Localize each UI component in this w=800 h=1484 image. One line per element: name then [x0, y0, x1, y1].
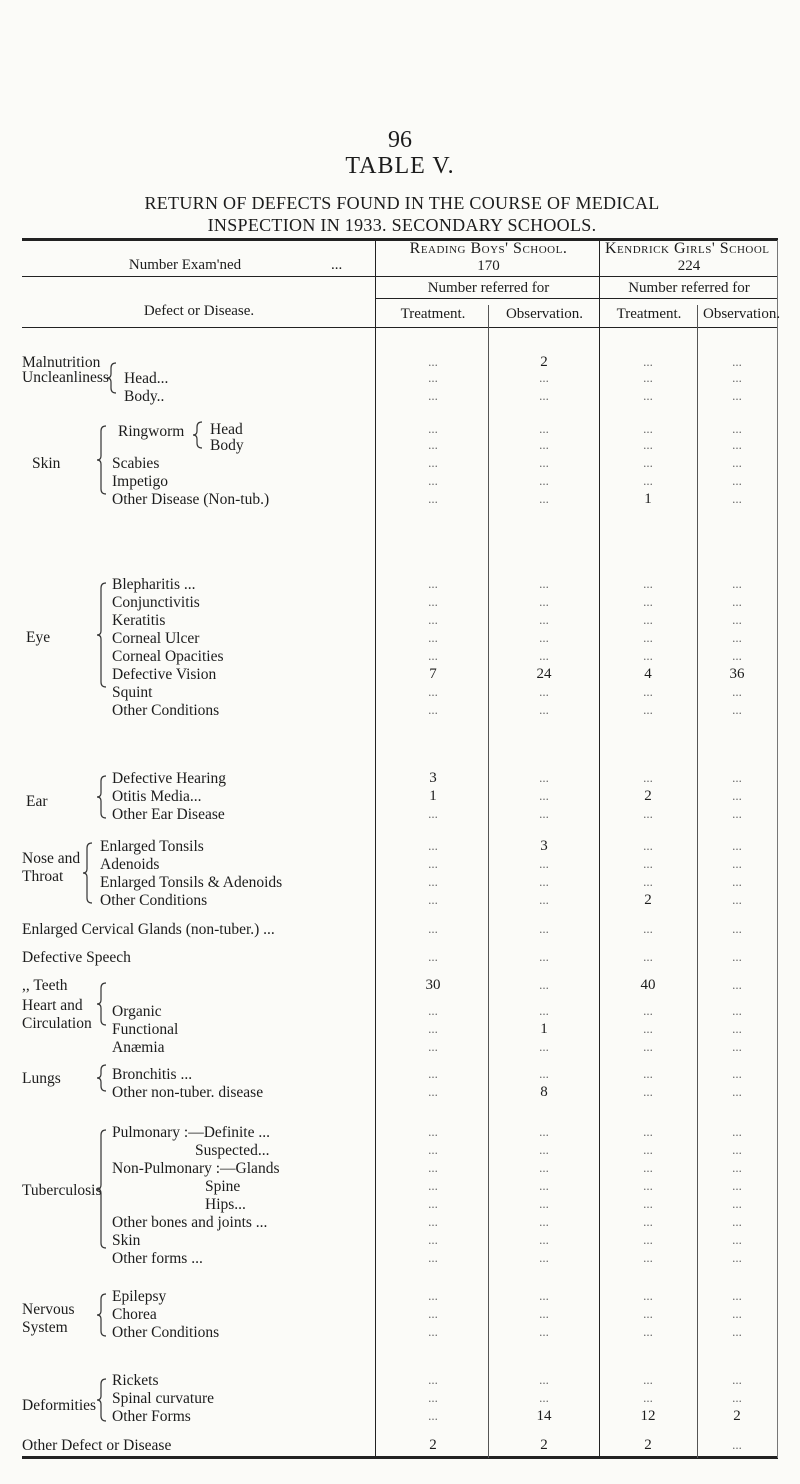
cell-rb-t: ... [428, 856, 438, 871]
group-nervous-1: Nervous [22, 1301, 75, 1318]
row-label: Keratitis [112, 612, 166, 629]
group-lungs: Lungs [22, 1070, 61, 1087]
cell-rb-o: ... [539, 1124, 549, 1139]
school-1-name: Reading Boys' School. [409, 240, 568, 257]
cell-rb-t: ... [428, 1003, 438, 1018]
cell-kg-o: ... [732, 437, 742, 452]
cell-rb-o: ... [539, 370, 549, 385]
cell-kg-t: 12 [640, 1408, 656, 1424]
cell-kg-o: ... [732, 1232, 742, 1247]
row-label: Conjunctivitis [112, 594, 200, 611]
cell-kg-o: ... [732, 856, 742, 871]
row-label: Other bones and joints ... [112, 1214, 268, 1231]
cell-rb-o: ... [539, 1390, 549, 1405]
cell-rb-o: ... [539, 806, 549, 821]
brace-nervous [97, 1294, 106, 1336]
cell-rb-o: ... [539, 1160, 549, 1175]
cell-rb-t: ... [428, 1124, 438, 1139]
cell-kg-o: ... [732, 1084, 742, 1099]
cell-kg-t: 40 [640, 977, 656, 993]
row-label: Spinal curvature [112, 1390, 215, 1407]
cell-kg-o: ... [732, 921, 742, 936]
row-label: Impetigo [112, 473, 168, 490]
cell-kg-t: ... [643, 702, 653, 717]
cell-kg-t: ... [643, 1039, 653, 1054]
brace-heart [97, 983, 106, 1025]
cell-rb-t: 30 [425, 977, 441, 993]
school-1-examined: 170 [477, 258, 500, 274]
school-2-examined: 224 [677, 258, 701, 274]
cell-kg-o: ... [732, 977, 742, 992]
cell-kg-t: ... [643, 1250, 653, 1265]
row-label: Other Conditions [112, 1324, 220, 1341]
row-label: Enlarged Tonsils [100, 838, 204, 855]
cell-kg-t: ... [643, 576, 653, 591]
cell-rb-t: ... [428, 1066, 438, 1081]
cell-rb-o: ... [539, 437, 549, 452]
cell-rb-t: ... [428, 1288, 438, 1303]
cell-rb-t: ... [428, 576, 438, 591]
group-ear: Ear [26, 793, 48, 810]
cell-kg-t: ... [643, 856, 653, 871]
row-label: ,, Teeth [22, 977, 68, 994]
table-title: TABLE V. [345, 153, 455, 179]
group-heart-1: Heart and [22, 997, 83, 1014]
cell-rb-t: ... [428, 421, 438, 436]
cell-kg-o: ... [732, 1306, 742, 1321]
cell-rb-t: ... [428, 455, 438, 470]
cell-rb-t: ... [428, 1214, 438, 1229]
cell-kg-o: 36 [729, 666, 745, 682]
cell-kg-o: ... [732, 874, 742, 889]
group-heart-2: Circulation [22, 1015, 92, 1032]
row-label: Blepharitis ... [112, 576, 196, 593]
cell-rb-o: 2 [540, 354, 548, 370]
cell-kg-o: ... [732, 1066, 742, 1081]
row-label: Suspected... [195, 1142, 270, 1159]
row-label: Other Disease (Non-tub.) [112, 491, 270, 508]
cell-rb-t: ... [428, 892, 438, 907]
row-label: Corneal Opacities [112, 648, 224, 665]
cell-kg-t: ... [643, 1178, 653, 1193]
cell-kg-t: 2 [644, 1437, 652, 1453]
cell-rb-t: ... [428, 1324, 438, 1339]
group-eye: Eye [26, 629, 51, 646]
row-label: Malnutrition [22, 354, 101, 371]
cell-kg-o: ... [732, 1288, 742, 1303]
cell-kg-o: ... [732, 388, 742, 403]
row-label: Bronchitis ... [112, 1066, 193, 1083]
cell-kg-t: ... [643, 1306, 653, 1321]
brace-tuberculosis [97, 1130, 106, 1248]
cell-kg-t: ... [643, 949, 653, 964]
brace-nose-throat [83, 843, 92, 903]
group-ringworm: Ringworm [118, 423, 185, 440]
cell-kg-t: ... [643, 455, 653, 470]
cell-kg-t: ... [643, 806, 653, 821]
cell-kg-o: ... [732, 354, 742, 369]
cell-rb-o: ... [539, 1142, 549, 1157]
cell-kg-t: ... [643, 1021, 653, 1036]
cell-kg-t: ... [643, 1066, 653, 1081]
cell-kg-o: ... [732, 421, 742, 436]
row-label: Otitis Media... [112, 788, 202, 805]
row-label: Other forms ... [112, 1250, 203, 1267]
cell-rb-o: 24 [536, 666, 552, 682]
cell-rb-t: ... [428, 1160, 438, 1175]
cell-rb-o: ... [539, 1039, 549, 1054]
cell-rb-o: ... [539, 977, 549, 992]
cell-kg-o: ... [732, 1390, 742, 1405]
cell-kg-o: ... [732, 455, 742, 470]
group-nose-throat-2: Throat [22, 868, 64, 885]
cell-kg-t: ... [643, 388, 653, 403]
row-label: Rickets [112, 1372, 159, 1389]
cell-kg-t: 1 [644, 491, 652, 507]
cell-rb-t: ... [428, 388, 438, 403]
row-label: Head [210, 421, 243, 438]
cell-rb-t: ... [428, 1039, 438, 1054]
school-1-observation-label: Observation. [505, 306, 584, 322]
row-label: Functional [112, 1021, 179, 1038]
cell-kg-o: ... [732, 1372, 742, 1387]
brace-eye [97, 583, 106, 687]
row-label: Hips... [205, 1196, 246, 1213]
cell-rb-o: ... [539, 770, 549, 785]
cell-rb-o: ... [539, 1306, 549, 1321]
cell-kg-t: ... [643, 1124, 653, 1139]
cell-rb-o: ... [539, 421, 549, 436]
cell-rb-o: ... [539, 949, 549, 964]
cell-kg-o: ... [732, 1324, 742, 1339]
cell-kg-t: ... [643, 1142, 653, 1157]
cell-rb-o: ... [539, 788, 549, 803]
brace-uncleanliness [107, 363, 116, 393]
cell-rb-t: 3 [429, 770, 437, 786]
group-uncleanliness: Uncleanliness [22, 369, 109, 386]
cell-rb-t: ... [428, 1178, 438, 1193]
table-heading-line-2: INSPECTION IN 1933. SECONDARY SCHOOLS. [207, 215, 597, 235]
cell-kg-t: ... [643, 421, 653, 436]
cell-rb-t: ... [428, 684, 438, 699]
row-label: Corneal Ulcer [112, 630, 200, 647]
cell-kg-o: ... [732, 788, 742, 803]
cell-rb-o: ... [539, 702, 549, 717]
table-heading-line-1: RETURN OF DEFECTS FOUND IN THE COURSE OF MEDICAL [144, 193, 660, 213]
cell-kg-t: ... [643, 1003, 653, 1018]
cell-rb-t: ... [428, 949, 438, 964]
row-label: Other non-tuber. disease [112, 1084, 264, 1101]
cell-rb-t: ... [428, 1250, 438, 1265]
cell-kg-o: ... [732, 949, 742, 964]
cell-kg-o: ... [732, 630, 742, 645]
row-label: Other Defect or Disease [22, 1437, 172, 1454]
cell-rb-o: ... [539, 648, 549, 663]
cell-kg-t: 2 [644, 892, 652, 908]
row-label: Enlarged Cervical Glands (non-tuber.) ... [22, 921, 275, 938]
cell-rb-o: ... [539, 630, 549, 645]
cell-kg-o: ... [732, 576, 742, 591]
cell-rb-t: ... [428, 491, 438, 506]
group-nervous-2: System [22, 1319, 68, 1336]
cell-rb-t: 2 [429, 1437, 437, 1453]
cell-kg-o: ... [732, 648, 742, 663]
cell-rb-o: ... [539, 684, 549, 699]
cell-rb-o: ... [539, 491, 549, 506]
cell-rb-o: ... [539, 612, 549, 627]
cell-kg-t: 4 [644, 666, 652, 682]
row-label: Defective Hearing [112, 770, 227, 787]
row-label: Other Conditions [112, 702, 220, 719]
group-skin: Skin [32, 455, 61, 472]
cell-kg-o: ... [732, 1437, 742, 1452]
cell-kg-t: ... [643, 473, 653, 488]
cell-kg-o: ... [732, 684, 742, 699]
cell-rb-o: ... [539, 1288, 549, 1303]
cell-kg-o: ... [732, 702, 742, 717]
row-label: Chorea [112, 1306, 157, 1323]
brace-skin [97, 426, 106, 494]
cell-rb-t: ... [428, 1306, 438, 1321]
row-label: Body.. [124, 388, 165, 405]
cell-rb-o: 3 [540, 838, 548, 854]
cell-rb-t: 7 [429, 666, 437, 682]
row-label: Squint [112, 684, 153, 701]
cell-kg-t: ... [643, 370, 653, 385]
cell-rb-o: ... [539, 1232, 549, 1247]
brace-deformities [97, 1379, 106, 1421]
row-label: Epilepsy [112, 1288, 167, 1305]
cell-kg-t: ... [643, 684, 653, 699]
cell-rb-o: ... [539, 1066, 549, 1081]
row-label: Scabies [112, 455, 160, 472]
row-label: Non-Pulmonary :—Glands [112, 1160, 280, 1177]
cell-rb-o: ... [539, 1214, 549, 1229]
school-2-name: Kendrick Girls' School [605, 240, 770, 257]
cell-rb-t: ... [428, 1390, 438, 1405]
cell-kg-o: ... [732, 1021, 742, 1036]
cell-rb-o: ... [539, 1324, 549, 1339]
row-label: Other Conditions [100, 892, 208, 909]
cell-rb-t: ... [428, 1021, 438, 1036]
cell-kg-o: ... [732, 892, 742, 907]
cell-rb-t: ... [428, 354, 438, 369]
cell-kg-t: ... [643, 1160, 653, 1175]
cell-rb-o: ... [539, 921, 549, 936]
brace-ringworm [193, 422, 202, 448]
cell-kg-t: ... [643, 594, 653, 609]
cell-kg-t: ... [643, 1084, 653, 1099]
brace-ear [97, 776, 106, 818]
school-2-referred-label: Number referred for [628, 280, 750, 296]
cell-rb-t: ... [428, 370, 438, 385]
group-tuberculosis: Tuberculosis [22, 1182, 102, 1199]
cell-kg-o: ... [732, 1039, 742, 1054]
cell-kg-t: ... [643, 1196, 653, 1211]
group-deformities: Deformities [22, 1397, 97, 1414]
cell-rb-o: 14 [536, 1408, 552, 1424]
cell-kg-t: ... [643, 648, 653, 663]
cell-rb-t: ... [428, 630, 438, 645]
cell-kg-o: ... [732, 491, 742, 506]
cell-kg-t: ... [643, 1214, 653, 1229]
cell-rb-o: ... [539, 1003, 549, 1018]
cell-rb-o: ... [539, 856, 549, 871]
cell-kg-o: ... [732, 370, 742, 385]
cell-kg-t: ... [643, 770, 653, 785]
cell-kg-o: ... [732, 1250, 742, 1265]
school-2-treatment-label: Treatment. [616, 306, 682, 322]
cell-kg-o: ... [732, 1003, 742, 1018]
cell-rb-o: ... [539, 1178, 549, 1193]
cell-rb-o: ... [539, 455, 549, 470]
cell-kg-o: ... [732, 612, 742, 627]
cell-kg-o: ... [732, 473, 742, 488]
cell-kg-t: ... [643, 612, 653, 627]
cell-kg-o: ... [732, 1178, 742, 1193]
cell-rb-o: 8 [540, 1084, 548, 1100]
cell-rb-t: ... [428, 1196, 438, 1211]
cell-rb-o: 2 [540, 1437, 548, 1453]
cell-kg-t: ... [643, 921, 653, 936]
cell-kg-t: ... [643, 874, 653, 889]
cell-kg-o: ... [732, 1124, 742, 1139]
cell-rb-t: ... [428, 921, 438, 936]
cell-kg-t: ... [643, 1390, 653, 1405]
cell-rb-o: ... [539, 1250, 549, 1265]
row-label: Body [210, 437, 244, 454]
school-1-referred-label: Number referred for [427, 280, 550, 296]
page-number: 96 [388, 127, 412, 153]
cell-rb-t: ... [428, 806, 438, 821]
row-label: Skin [112, 1232, 141, 1249]
school-2-observation-label: Observation. [703, 306, 781, 322]
cell-rb-t: ... [428, 1372, 438, 1387]
cell-rb-o: ... [539, 473, 549, 488]
cell-kg-t: ... [643, 1324, 653, 1339]
row-label: Spine [205, 1178, 241, 1195]
cell-rb-t: ... [428, 612, 438, 627]
cell-kg-t: ... [643, 437, 653, 452]
cell-kg-o: ... [732, 1196, 742, 1211]
cell-rb-t: ... [428, 594, 438, 609]
row-label: Defective Speech [22, 949, 131, 966]
cell-rb-o: ... [539, 576, 549, 591]
row-label: Anæmia [112, 1039, 165, 1056]
cell-rb-t: ... [428, 1084, 438, 1099]
row-label: Organic [112, 1003, 162, 1020]
cell-rb-o: ... [539, 1372, 549, 1387]
cell-kg-o: ... [732, 1214, 742, 1229]
row-label: Defective Vision [112, 666, 217, 683]
school-1-treatment-label: Treatment. [400, 306, 466, 322]
defect-label: Defect or Disease. [143, 303, 255, 319]
brace-lungs [97, 1065, 106, 1091]
cell-rb-o: ... [539, 874, 549, 889]
cell-rb-o: 1 [540, 1021, 548, 1037]
cell-rb-t: ... [428, 473, 438, 488]
cell-kg-t: ... [643, 1232, 653, 1247]
cell-kg-t: 2 [644, 788, 652, 804]
cell-rb-t: ... [428, 437, 438, 452]
cell-kg-o: ... [732, 770, 742, 785]
cell-kg-t: ... [643, 630, 653, 645]
cell-rb-o: ... [539, 892, 549, 907]
cell-rb-t: ... [428, 648, 438, 663]
cell-kg-t: ... [643, 838, 653, 853]
number-examined-label: Number Exam'ned [128, 257, 242, 273]
cell-rb-t: ... [428, 874, 438, 889]
cell-rb-o: ... [539, 1196, 549, 1211]
row-label: Adenoids [100, 856, 160, 873]
cell-rb-t: 1 [429, 788, 437, 804]
cell-kg-t: ... [643, 1372, 653, 1387]
row-label: Head... [124, 370, 169, 387]
row-label: Other Ear Disease [112, 806, 225, 823]
cell-kg-o: ... [732, 1160, 742, 1175]
cell-kg-o: ... [732, 1142, 742, 1157]
cell-kg-o: ... [732, 594, 742, 609]
cell-rb-t: ... [428, 838, 438, 853]
group-nose-throat-1: Nose and [22, 850, 81, 867]
cell-kg-o: ... [732, 806, 742, 821]
cell-rb-o: ... [539, 594, 549, 609]
cell-kg-t: ... [643, 354, 653, 369]
cell-rb-t: ... [428, 1232, 438, 1247]
cell-rb-t: ... [428, 1142, 438, 1157]
cell-kg-o: 2 [733, 1408, 741, 1424]
cell-rb-t: ... [428, 702, 438, 717]
cell-kg-o: ... [732, 838, 742, 853]
row-label: Enlarged Tonsils & Adenoids [100, 874, 283, 891]
cell-rb-t: ... [428, 1408, 438, 1423]
cell-kg-t: ... [643, 1288, 653, 1303]
cell-rb-o: ... [539, 388, 549, 403]
row-label: Pulmonary :—Definite ... [112, 1124, 270, 1141]
header-dots: ... [331, 257, 343, 273]
row-label: Other Forms [112, 1408, 191, 1425]
